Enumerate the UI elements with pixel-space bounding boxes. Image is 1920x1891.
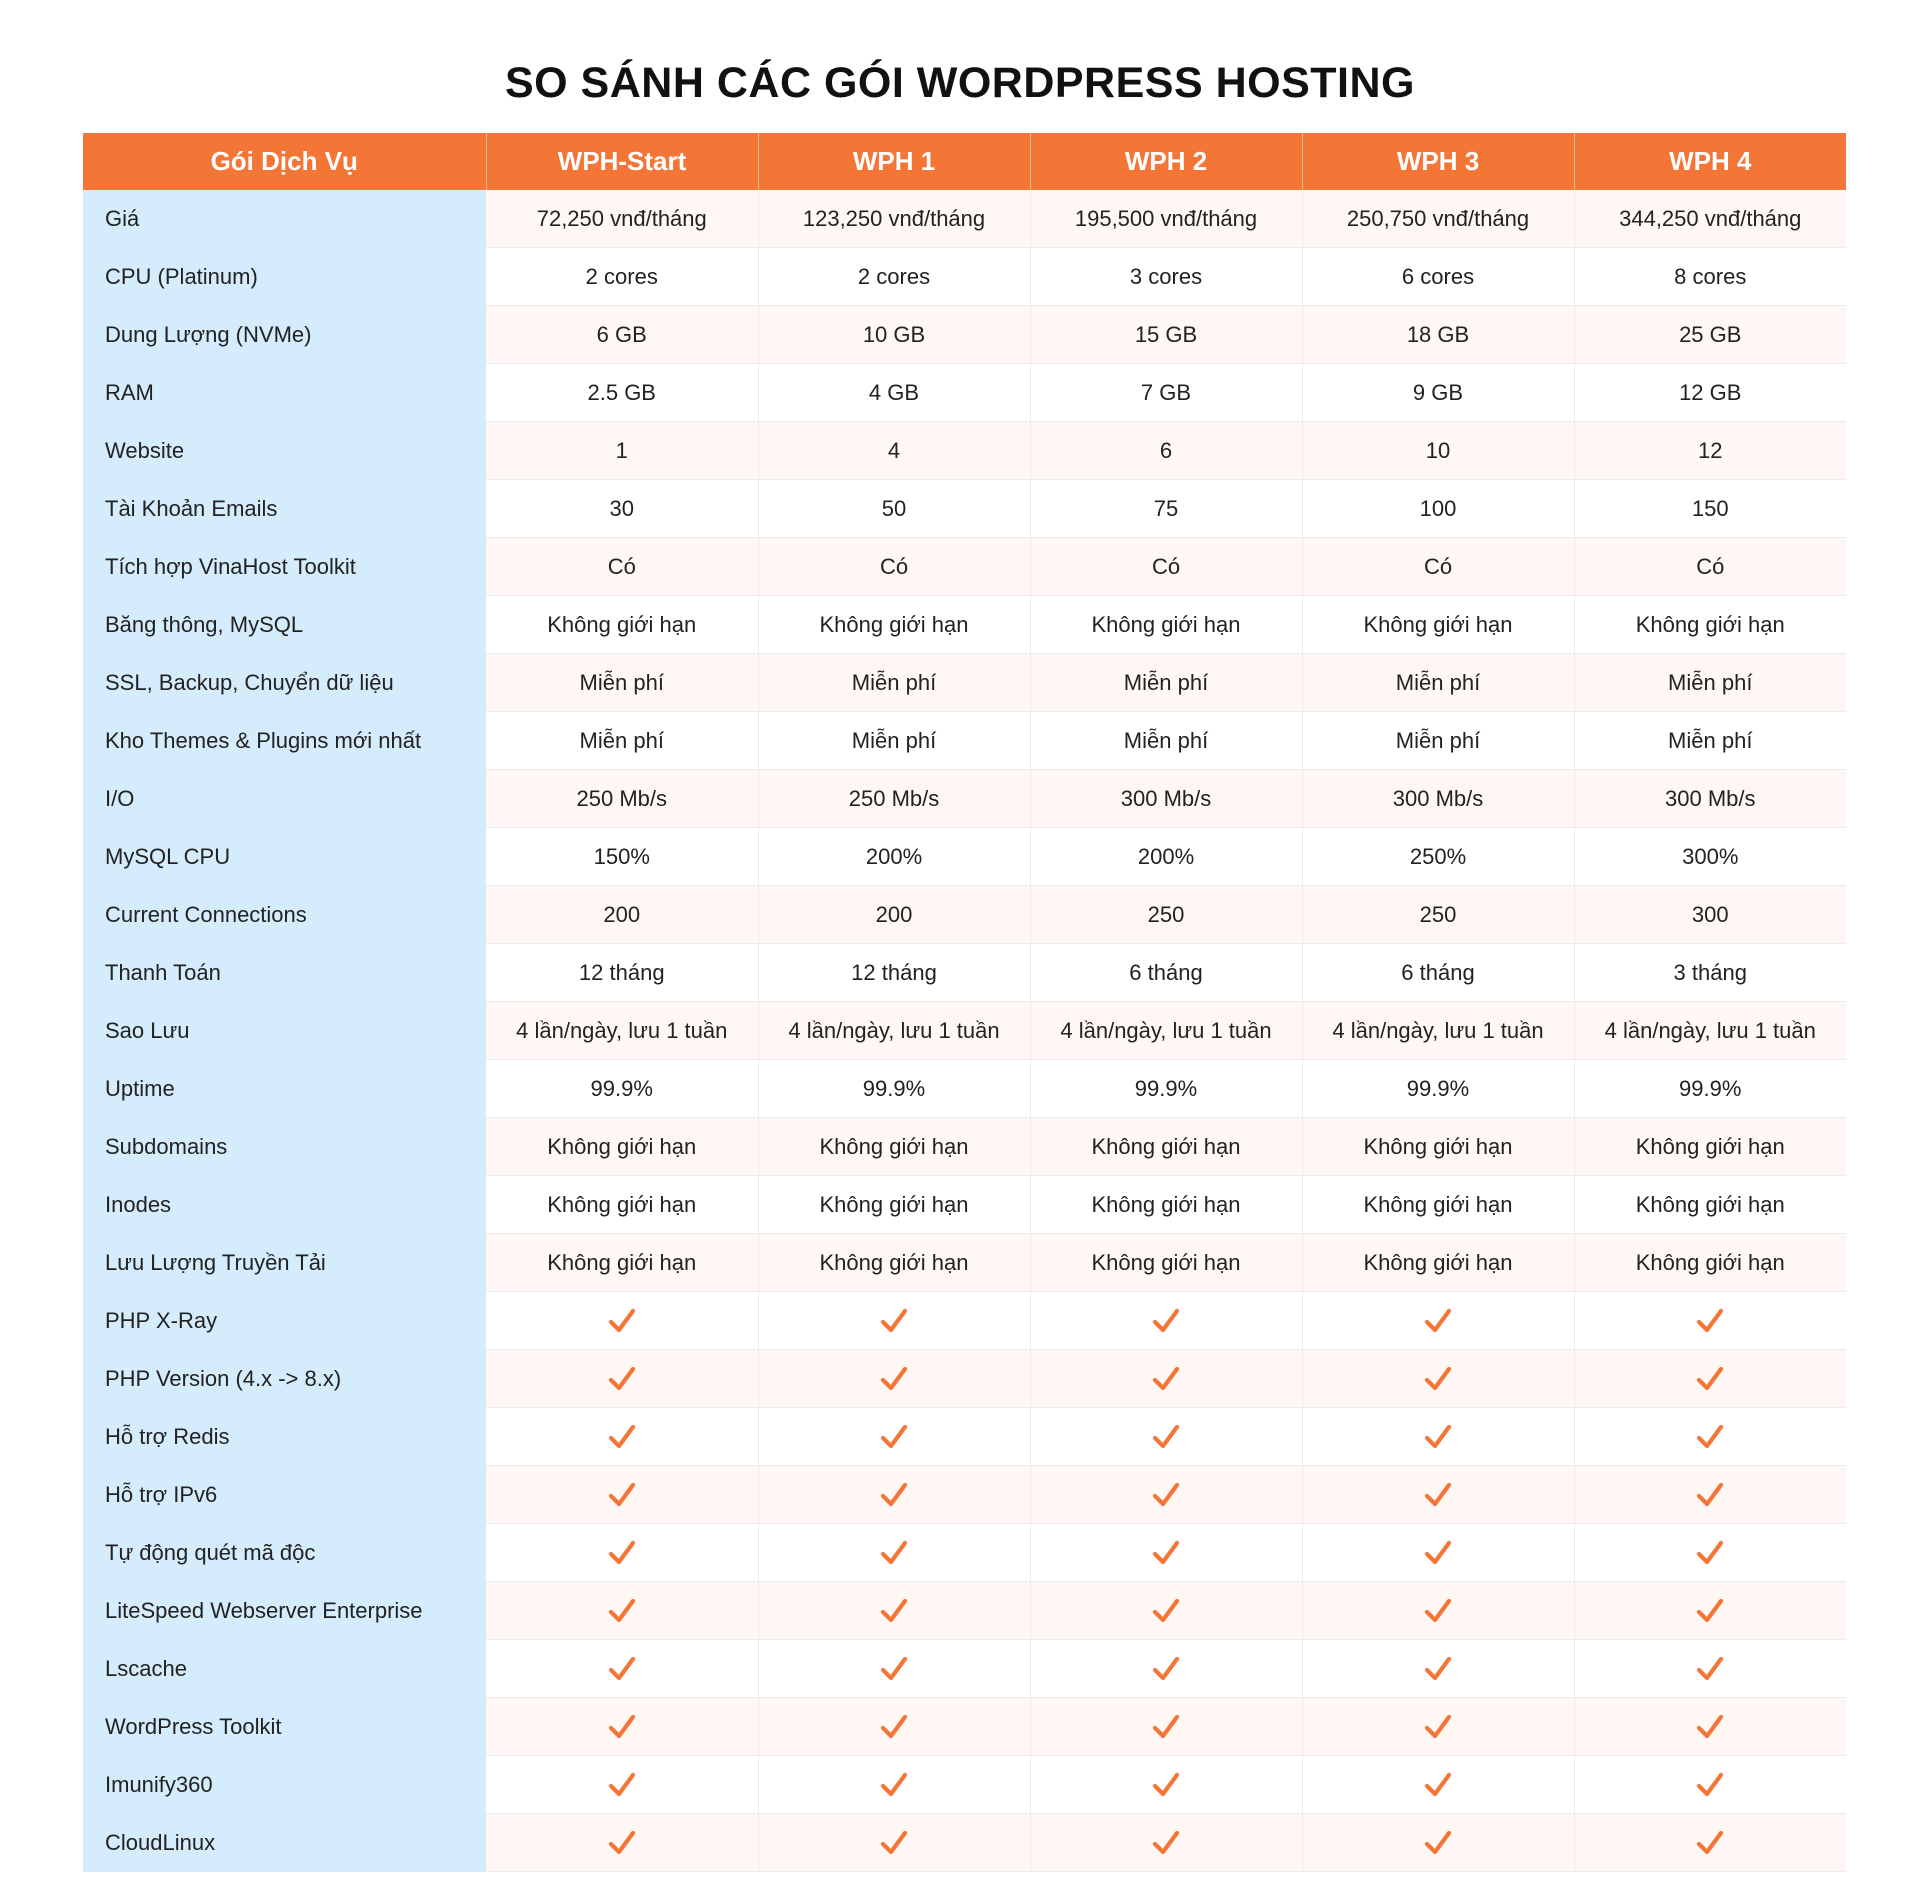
plan-value-cell: 18 GB <box>1302 306 1574 364</box>
plan-value-cell: 200 <box>486 886 758 944</box>
feature-included-cell <box>1030 1408 1302 1466</box>
plan-value-cell: 99.9% <box>1030 1060 1302 1118</box>
table-row <box>83 828 1846 886</box>
table-row <box>83 1002 1846 1060</box>
feature-included-cell <box>1030 1350 1302 1408</box>
plan-value-cell: 6 cores <box>1302 248 1574 306</box>
checkmark-icon <box>1696 1713 1724 1741</box>
plan-value-cell: 4 <box>758 422 1030 480</box>
header-plan-wph-4: WPH 4 <box>1574 133 1846 190</box>
feature-included-cell <box>1574 1756 1846 1814</box>
checkmark-icon <box>1696 1771 1724 1799</box>
header-plan-wph-1: WPH 1 <box>758 133 1030 190</box>
checkmark-icon <box>880 1307 908 1335</box>
plan-value-cell: 250 Mb/s <box>758 770 1030 828</box>
checkmark-icon <box>1424 1713 1452 1741</box>
plan-value-cell: 250,750 vnđ/tháng <box>1302 190 1574 248</box>
plan-value-cell: 50 <box>758 480 1030 538</box>
plan-value-cell: Không giới hạn <box>758 1118 1030 1176</box>
checkmark-icon <box>1424 1597 1452 1625</box>
header-plan-wph-3: WPH 3 <box>1302 133 1574 190</box>
feature-label: Tích hợp VinaHost Toolkit <box>83 538 486 596</box>
plan-value-cell: 123,250 vnđ/tháng <box>758 190 1030 248</box>
feature-included-cell <box>1302 1756 1574 1814</box>
feature-included-cell <box>758 1640 1030 1698</box>
feature-included-cell <box>758 1814 1030 1872</box>
plan-value-cell: 200% <box>758 828 1030 886</box>
feature-label: PHP Version (4.x -> 8.x) <box>83 1350 486 1408</box>
plan-value-cell: 1 <box>486 422 758 480</box>
feature-label: PHP X-Ray <box>83 1292 486 1350</box>
table-row <box>83 654 1846 712</box>
plan-value-cell: Miễn phí <box>486 654 758 712</box>
checkmark-icon <box>1696 1597 1724 1625</box>
plan-value-cell: Có <box>1574 538 1846 596</box>
plan-value-cell: 99.9% <box>1574 1060 1846 1118</box>
checkmark-icon <box>1152 1481 1180 1509</box>
plan-value-cell: 99.9% <box>1302 1060 1574 1118</box>
plan-value-cell: 3 cores <box>1030 248 1302 306</box>
table-row <box>83 1234 1846 1292</box>
table-row <box>83 1756 1846 1814</box>
checkmark-icon <box>880 1539 908 1567</box>
feature-included-cell <box>1030 1640 1302 1698</box>
plan-value-cell: 25 GB <box>1574 306 1846 364</box>
feature-label: Inodes <box>83 1176 486 1234</box>
plan-value-cell: Không giới hạn <box>1574 1118 1846 1176</box>
feature-label: WordPress Toolkit <box>83 1698 486 1756</box>
feature-included-cell <box>1574 1640 1846 1698</box>
feature-included-cell <box>1574 1350 1846 1408</box>
checkmark-icon <box>608 1713 636 1741</box>
feature-included-cell <box>1302 1350 1574 1408</box>
table-row <box>83 1060 1846 1118</box>
plan-value-cell: 6 GB <box>486 306 758 364</box>
plan-value-cell: 10 <box>1302 422 1574 480</box>
checkmark-icon <box>608 1771 636 1799</box>
table-row <box>83 1814 1846 1872</box>
table-row <box>83 364 1846 422</box>
feature-label: I/O <box>83 770 486 828</box>
plan-value-cell: 12 <box>1574 422 1846 480</box>
plan-value-cell: 250 <box>1030 886 1302 944</box>
feature-included-cell <box>758 1408 1030 1466</box>
feature-included-cell <box>758 1698 1030 1756</box>
table-row <box>83 1176 1846 1234</box>
feature-included-cell <box>758 1466 1030 1524</box>
checkmark-icon <box>880 1713 908 1741</box>
checkmark-icon <box>1424 1307 1452 1335</box>
plan-value-cell: Có <box>486 538 758 596</box>
plan-value-cell: 72,250 vnđ/tháng <box>486 190 758 248</box>
checkmark-icon <box>608 1829 636 1857</box>
checkmark-icon <box>880 1365 908 1393</box>
checkmark-icon <box>880 1771 908 1799</box>
checkmark-icon <box>608 1307 636 1335</box>
feature-label: CloudLinux <box>83 1814 486 1872</box>
plan-value-cell: 300 <box>1574 886 1846 944</box>
plan-value-cell: Không giới hạn <box>1574 1234 1846 1292</box>
plan-value-cell: Không giới hạn <box>1030 1176 1302 1234</box>
checkmark-icon <box>1152 1655 1180 1683</box>
plan-value-cell: Không giới hạn <box>1302 1234 1574 1292</box>
feature-included-cell <box>486 1582 758 1640</box>
plan-value-cell: Có <box>1302 538 1574 596</box>
feature-label: Uptime <box>83 1060 486 1118</box>
plan-value-cell: 250 Mb/s <box>486 770 758 828</box>
plan-value-cell: Miễn phí <box>1030 712 1302 770</box>
plan-value-cell: Không giới hạn <box>486 596 758 654</box>
plan-value-cell: 250 <box>1302 886 1574 944</box>
plan-value-cell: Miễn phí <box>758 712 1030 770</box>
feature-included-cell <box>486 1640 758 1698</box>
plan-value-cell: 150% <box>486 828 758 886</box>
plan-value-cell: 300 Mb/s <box>1574 770 1846 828</box>
checkmark-icon <box>1152 1307 1180 1335</box>
plan-value-cell: Không giới hạn <box>1302 1118 1574 1176</box>
plan-value-cell: Miễn phí <box>1302 654 1574 712</box>
feature-included-cell <box>1574 1466 1846 1524</box>
feature-label: Imunify360 <box>83 1756 486 1814</box>
plan-value-cell: 12 tháng <box>486 944 758 1002</box>
checkmark-icon <box>1152 1365 1180 1393</box>
checkmark-icon <box>1424 1771 1452 1799</box>
table-row <box>83 1118 1846 1176</box>
checkmark-icon <box>880 1655 908 1683</box>
feature-label: Dung Lượng (NVMe) <box>83 306 486 364</box>
feature-label: Băng thông, MySQL <box>83 596 486 654</box>
plan-value-cell: 2 cores <box>758 248 1030 306</box>
plan-value-cell: 7 GB <box>1030 364 1302 422</box>
checkmark-icon <box>880 1829 908 1857</box>
feature-included-cell <box>1302 1292 1574 1350</box>
table-row <box>83 190 1846 248</box>
table-row <box>83 1524 1846 1582</box>
checkmark-icon <box>608 1365 636 1393</box>
checkmark-icon <box>1424 1655 1452 1683</box>
checkmark-icon <box>1152 1597 1180 1625</box>
plan-value-cell: Không giới hạn <box>1030 1118 1302 1176</box>
plan-value-cell: Có <box>758 538 1030 596</box>
table-row <box>83 248 1846 306</box>
plan-value-cell: Miễn phí <box>1302 712 1574 770</box>
plan-value-cell: 150 <box>1574 480 1846 538</box>
table-row <box>83 538 1846 596</box>
feature-included-cell <box>1030 1524 1302 1582</box>
feature-included-cell <box>486 1698 758 1756</box>
header-plan-wph-2: WPH 2 <box>1030 133 1302 190</box>
feature-included-cell <box>1030 1466 1302 1524</box>
checkmark-icon <box>1696 1307 1724 1335</box>
table-row <box>83 1640 1846 1698</box>
table-row <box>83 306 1846 364</box>
plan-value-cell: 4 lần/ngày, lưu 1 tuần <box>486 1002 758 1060</box>
table-row <box>83 596 1846 654</box>
feature-label: Thanh Toán <box>83 944 486 1002</box>
feature-label: Tài Khoản Emails <box>83 480 486 538</box>
feature-included-cell <box>486 1524 758 1582</box>
feature-included-cell <box>1302 1466 1574 1524</box>
checkmark-icon <box>1424 1481 1452 1509</box>
comparison-table <box>83 133 1846 1872</box>
plan-value-cell: 3 tháng <box>1574 944 1846 1002</box>
feature-included-cell <box>486 1466 758 1524</box>
plan-value-cell: Miễn phí <box>1030 654 1302 712</box>
plan-value-cell: 2 cores <box>486 248 758 306</box>
plan-value-cell: 99.9% <box>758 1060 1030 1118</box>
checkmark-icon <box>1696 1423 1724 1451</box>
plan-value-cell: 8 cores <box>1574 248 1846 306</box>
plan-value-cell: Có <box>1030 538 1302 596</box>
feature-included-cell <box>1302 1640 1574 1698</box>
feature-included-cell <box>1030 1698 1302 1756</box>
plan-value-cell: Không giới hạn <box>486 1176 758 1234</box>
plan-value-cell: 300% <box>1574 828 1846 886</box>
feature-included-cell <box>1574 1524 1846 1582</box>
feature-included-cell <box>1574 1408 1846 1466</box>
plan-value-cell: 344,250 vnđ/tháng <box>1574 190 1846 248</box>
checkmark-icon <box>880 1423 908 1451</box>
feature-included-cell <box>1030 1292 1302 1350</box>
feature-included-cell <box>1302 1408 1574 1466</box>
feature-label: Giá <box>83 190 486 248</box>
feature-included-cell <box>1030 1582 1302 1640</box>
plan-value-cell: 15 GB <box>1030 306 1302 364</box>
feature-label: Hỗ trợ IPv6 <box>83 1466 486 1524</box>
table-row <box>83 1350 1846 1408</box>
plan-value-cell: 250% <box>1302 828 1574 886</box>
plan-value-cell: Miễn phí <box>486 712 758 770</box>
feature-label: Tự động quét mã độc <box>83 1524 486 1582</box>
plan-value-cell: Không giới hạn <box>1574 596 1846 654</box>
plan-value-cell: 75 <box>1030 480 1302 538</box>
header-plan-wph-start: WPH-Start <box>486 133 758 190</box>
feature-included-cell <box>758 1582 1030 1640</box>
feature-label: Lscache <box>83 1640 486 1698</box>
table-row <box>83 770 1846 828</box>
feature-included-cell <box>486 1756 758 1814</box>
checkmark-icon <box>1152 1713 1180 1741</box>
feature-label: CPU (Platinum) <box>83 248 486 306</box>
plan-value-cell: Không giới hạn <box>758 1234 1030 1292</box>
header-feature: Gói Dịch Vụ <box>83 133 486 190</box>
feature-label: Hỗ trợ Redis <box>83 1408 486 1466</box>
table-row <box>83 944 1846 1002</box>
plan-value-cell: 300 Mb/s <box>1302 770 1574 828</box>
checkmark-icon <box>1696 1829 1724 1857</box>
plan-value-cell: 6 tháng <box>1302 944 1574 1002</box>
plan-value-cell: Không giới hạn <box>1030 1234 1302 1292</box>
feature-label: Lưu Lượng Truyền Tải <box>83 1234 486 1292</box>
plan-value-cell: Miễn phí <box>758 654 1030 712</box>
feature-included-cell <box>1302 1814 1574 1872</box>
feature-included-cell <box>1574 1292 1846 1350</box>
checkmark-icon <box>1424 1423 1452 1451</box>
feature-included-cell <box>1302 1582 1574 1640</box>
feature-included-cell <box>1302 1698 1574 1756</box>
feature-label: Sao Lưu <box>83 1002 486 1060</box>
checkmark-icon <box>1696 1655 1724 1683</box>
plan-value-cell: 6 <box>1030 422 1302 480</box>
feature-label: RAM <box>83 364 486 422</box>
table-row <box>83 1698 1846 1756</box>
checkmark-icon <box>1696 1365 1724 1393</box>
plan-value-cell: 4 lần/ngày, lưu 1 tuần <box>758 1002 1030 1060</box>
checkmark-icon <box>1424 1829 1452 1857</box>
checkmark-icon <box>1152 1539 1180 1567</box>
feature-included-cell <box>486 1408 758 1466</box>
plan-value-cell: 2.5 GB <box>486 364 758 422</box>
plan-value-cell: Không giới hạn <box>486 1118 758 1176</box>
table-row <box>83 480 1846 538</box>
checkmark-icon <box>1696 1481 1724 1509</box>
plan-value-cell: 4 lần/ngày, lưu 1 tuần <box>1302 1002 1574 1060</box>
feature-included-cell <box>1030 1756 1302 1814</box>
plan-value-cell: Không giới hạn <box>1574 1176 1846 1234</box>
table-row <box>83 1408 1846 1466</box>
checkmark-icon <box>880 1597 908 1625</box>
plan-value-cell: 9 GB <box>1302 364 1574 422</box>
feature-label: Current Connections <box>83 886 486 944</box>
checkmark-icon <box>1696 1539 1724 1567</box>
checkmark-icon <box>608 1597 636 1625</box>
table-header-row <box>83 133 1846 190</box>
plan-value-cell: Không giới hạn <box>758 1176 1030 1234</box>
checkmark-icon <box>1424 1539 1452 1567</box>
feature-included-cell <box>1030 1814 1302 1872</box>
plan-value-cell: 4 lần/ngày, lưu 1 tuần <box>1030 1002 1302 1060</box>
checkmark-icon <box>608 1481 636 1509</box>
table-row <box>83 1582 1846 1640</box>
feature-included-cell <box>758 1524 1030 1582</box>
plan-value-cell: Không giới hạn <box>1302 596 1574 654</box>
plan-value-cell: 200% <box>1030 828 1302 886</box>
plan-value-cell: Miễn phí <box>1574 654 1846 712</box>
checkmark-icon <box>880 1481 908 1509</box>
plan-value-cell: 99.9% <box>486 1060 758 1118</box>
table-row <box>83 886 1846 944</box>
feature-label: LiteSpeed Webserver Enterprise <box>83 1582 486 1640</box>
checkmark-icon <box>608 1539 636 1567</box>
plan-value-cell: 12 tháng <box>758 944 1030 1002</box>
plan-value-cell: Không giới hạn <box>1302 1176 1574 1234</box>
checkmark-icon <box>1424 1365 1452 1393</box>
table-row <box>83 1466 1846 1524</box>
feature-included-cell <box>1574 1814 1846 1872</box>
checkmark-icon <box>1152 1771 1180 1799</box>
plan-value-cell: 100 <box>1302 480 1574 538</box>
plan-value-cell: 200 <box>758 886 1030 944</box>
plan-value-cell: Không giới hạn <box>486 1234 758 1292</box>
feature-label: MySQL CPU <box>83 828 486 886</box>
page-title: SO SÁNH CÁC GÓI WORDPRESS HOSTING <box>504 58 1415 107</box>
feature-included-cell <box>758 1350 1030 1408</box>
plan-value-cell: 300 Mb/s <box>1030 770 1302 828</box>
feature-included-cell <box>758 1292 1030 1350</box>
table-row <box>83 1292 1846 1350</box>
feature-included-cell <box>1574 1582 1846 1640</box>
plan-value-cell: 6 tháng <box>1030 944 1302 1002</box>
checkmark-icon <box>1152 1829 1180 1857</box>
checkmark-icon <box>608 1655 636 1683</box>
feature-included-cell <box>758 1756 1030 1814</box>
feature-included-cell <box>1302 1524 1574 1582</box>
feature-included-cell <box>486 1350 758 1408</box>
feature-label: Website <box>83 422 486 480</box>
plan-value-cell: 4 GB <box>758 364 1030 422</box>
table-row <box>83 712 1846 770</box>
plan-value-cell: Miễn phí <box>1574 712 1846 770</box>
plan-value-cell: 10 GB <box>758 306 1030 364</box>
plan-value-cell: 30 <box>486 480 758 538</box>
plan-value-cell: 195,500 vnđ/tháng <box>1030 190 1302 248</box>
feature-label: Subdomains <box>83 1118 486 1176</box>
feature-label: SSL, Backup, Chuyển dữ liệu <box>83 654 486 712</box>
plan-value-cell: Không giới hạn <box>758 596 1030 654</box>
feature-label: Kho Themes & Plugins mới nhất <box>83 712 486 770</box>
plan-value-cell: 12 GB <box>1574 364 1846 422</box>
checkmark-icon <box>608 1423 636 1451</box>
feature-included-cell <box>486 1292 758 1350</box>
feature-included-cell <box>486 1814 758 1872</box>
plan-value-cell: Không giới hạn <box>1030 596 1302 654</box>
table-row <box>83 422 1846 480</box>
table-body <box>83 190 1846 1872</box>
feature-included-cell <box>1574 1698 1846 1756</box>
checkmark-icon <box>1152 1423 1180 1451</box>
plan-value-cell: 4 lần/ngày, lưu 1 tuần <box>1574 1002 1846 1060</box>
